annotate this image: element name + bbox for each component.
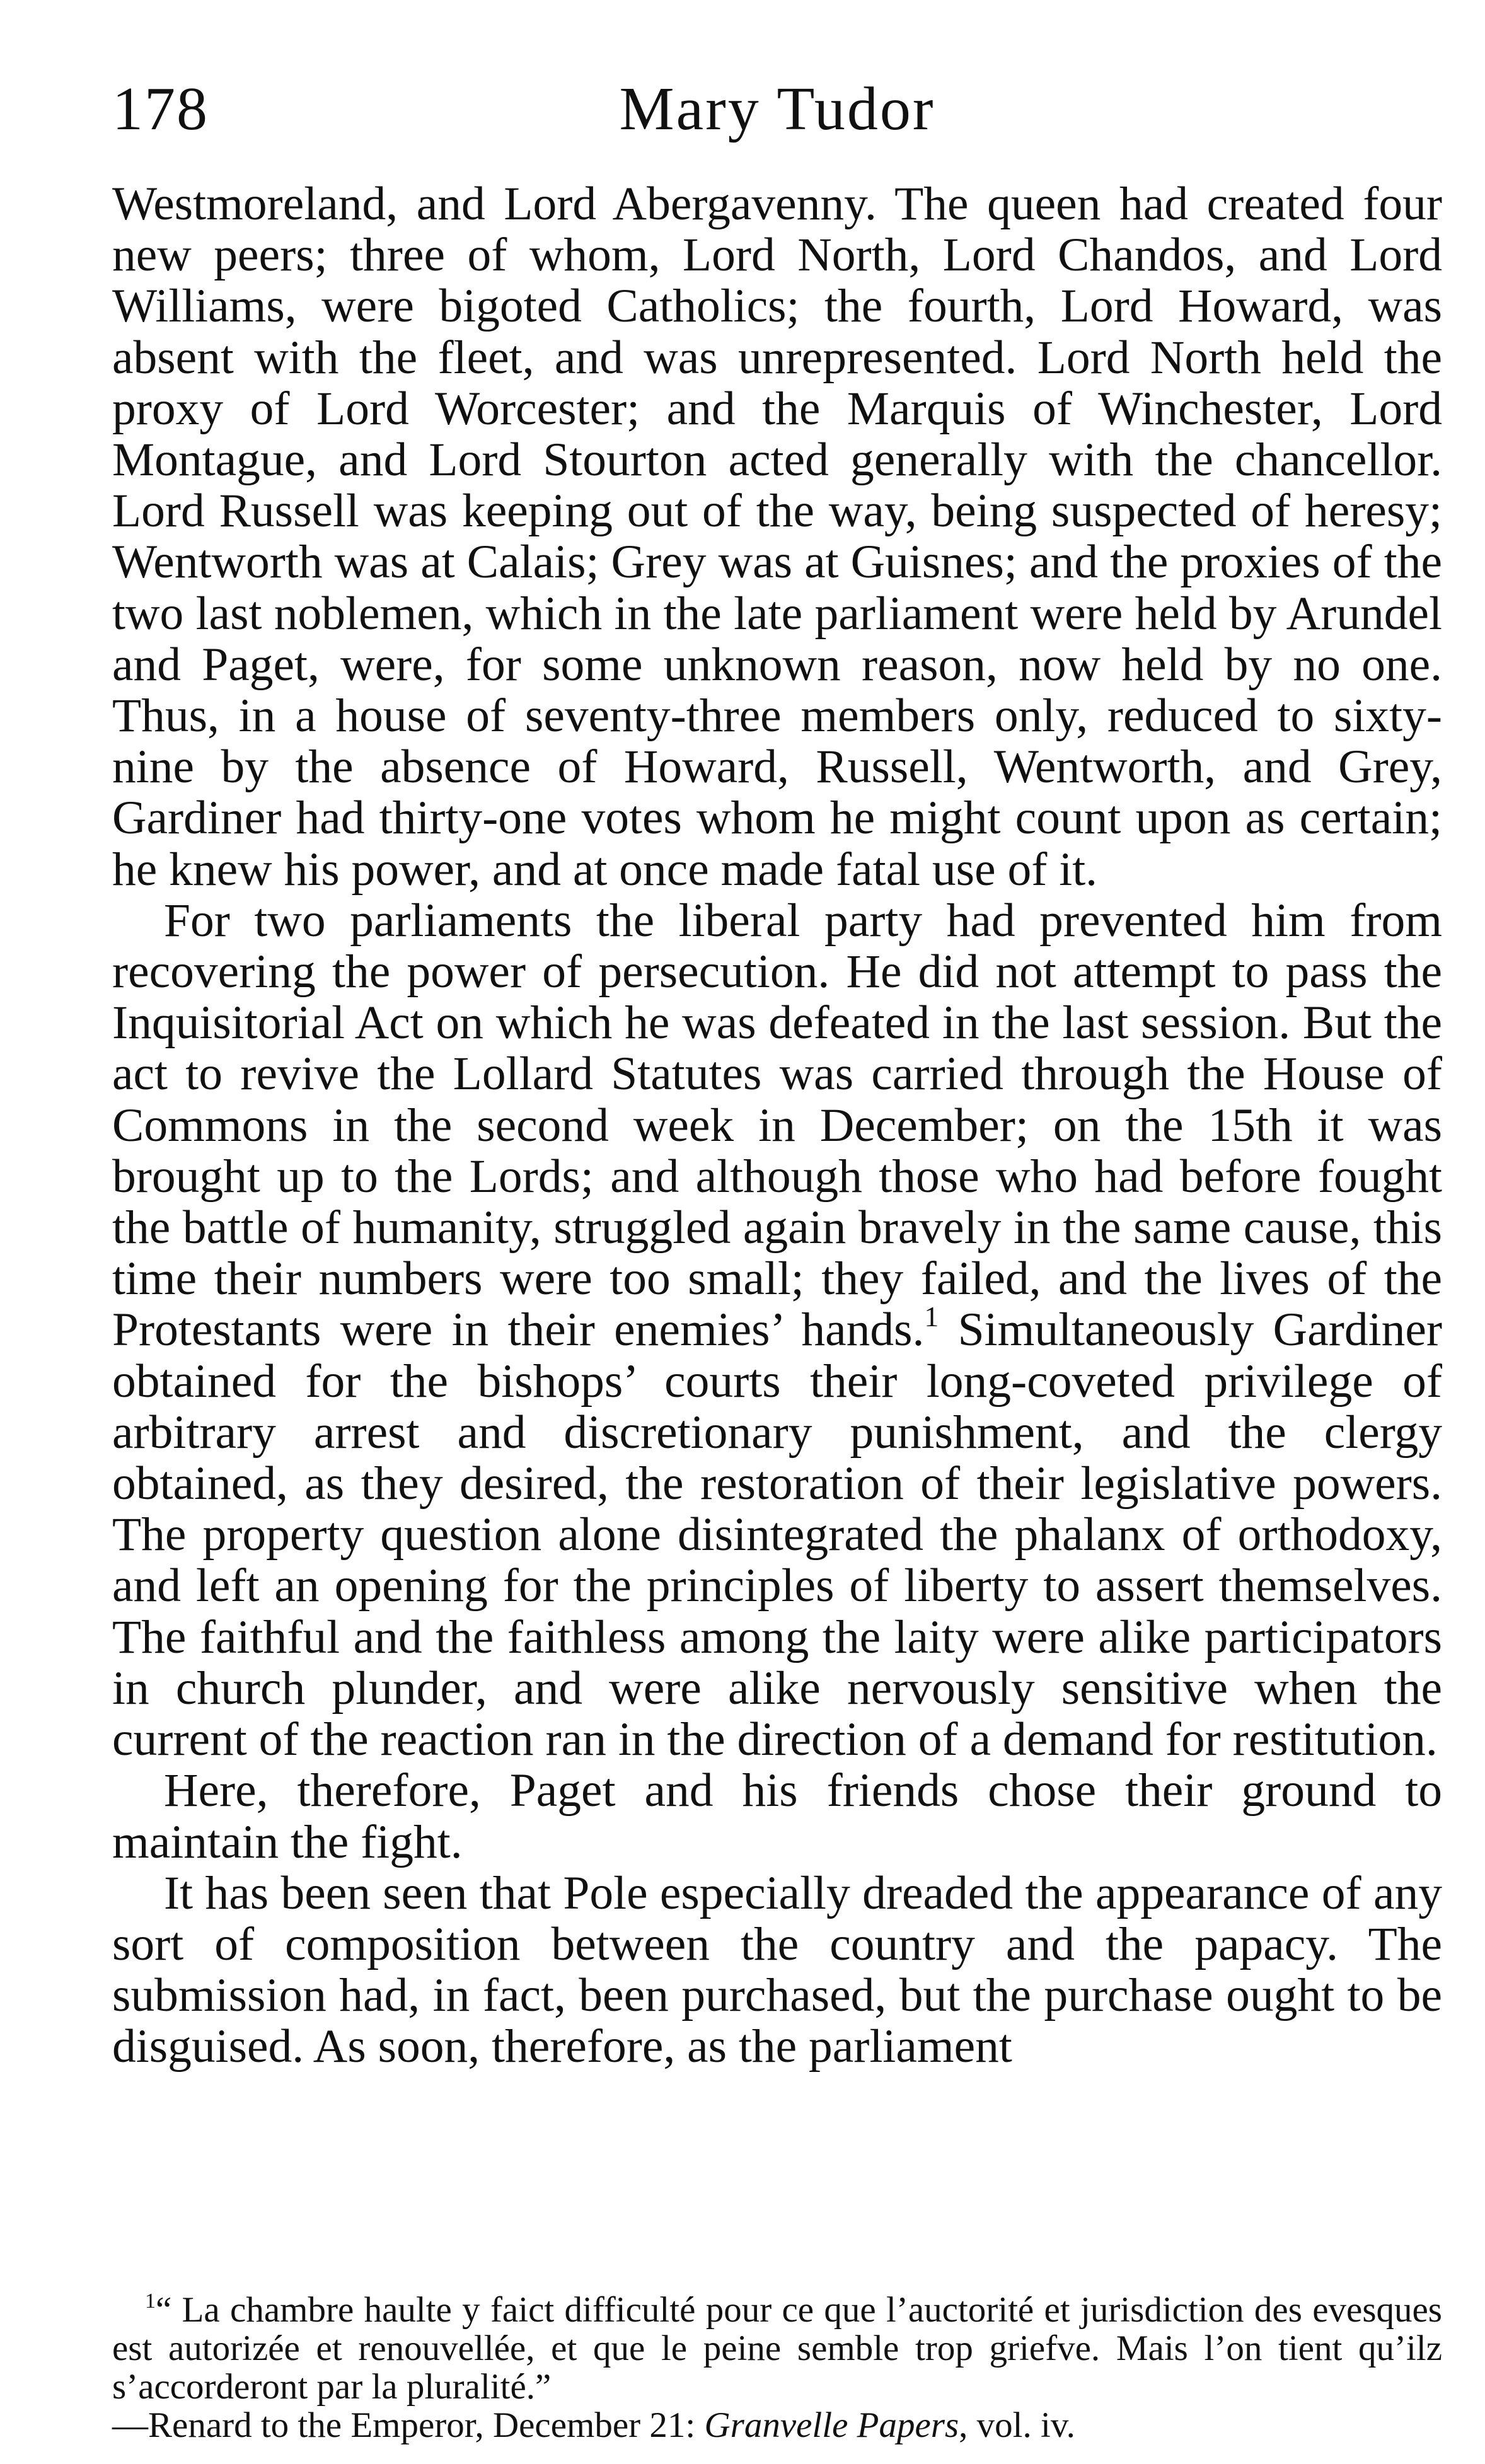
page-header [112,68,1442,150]
paragraph-2-part-2: Simultaneously Gardiner obtained for the bishops’ courts their long-coveted privilege of arbitrary arrest and discretionary punishment, and the clergy obtained, as they desired, the restoration of their legislative powers. The property question alone disintegrated the phalanx of orthodoxy, and left an opening for the principles of liberty to assert themselves. The faithful and the faithless among the laity were alike participators in church plunder, and were alike nervously sensitive when the current of the reaction ran in the direction of a demand for restitution. [112,1304,1442,1766]
main-text [112,178,1442,2073]
paragraph-2 [112,895,1442,1765]
paragraph-3: Here, therefore, Paget and his friends chose their ground to maintain the fight. [112,1764,1442,1868]
footnote-source-volume: , vol. iv. [959,2405,1075,2445]
paragraph-4: It has been seen that Pole especially dreaded the appearance of any sort of composition between the country and the papacy. The submission had, in fact, been purchased, but the purchase ought to be disguised. As soon, therefore, as the parliament [112,1866,1442,2073]
footnote-quote: “ La chambre haulte y faict difficulté pour ce que l’auctorité et jurisdiction des evesques est autorizée et renouvellée, et que le peine semble trop griefve. Mais l’on tient qu’ilz s’accorderont par la pluralité.” [112,2290,1442,2407]
footnote [112,2291,1442,2444]
footnote-marker: 1 [145,2289,156,2313]
footnote-attribution: —Renard to the Emperor, December 21: [112,2405,705,2445]
running-title: Mary Tudor [619,75,935,143]
paragraph-1: Westmoreland, and Lord Abergavenny. The queen had created four new peers; three of whom, Lord North, Lord Chandos, and Lord Williams, were bigoted Catholics; the fourth, Lord Howard, was absent with the fleet, and was unrepresented. Lord North held the proxy of Lord Worcester; and the Marquis of Winchester, Lord Montague, and Lord Stourton acted generally with the chancellor. Lord Russell was keeping out of the way, being suspected of heresy; Wentworth was at Calais; Grey was at Guisnes; and the proxies of the two last noblemen, which in the late parliament were held by Arundel and Paget, were, for some unknown reason, now held by no one. Thus, in a house of seventy-three members only, reduced to sixty-nine by the absence of Howard, Russell, Wentworth, and Grey, Gardiner had thirty-one votes whom he might count upon as certain; he knew his power, and at once made fatal use of it. [112,178,1442,896]
footnote-source-title: Granvelle Papers [704,2405,959,2445]
footnote-reference[interactable]: 1 [924,1300,939,1333]
paragraph-2-part-1: For two parliaments the liberal party had prevented him from recovering the power of persecution. He did not attempt to pass the Inquisitorial Act on which he was defeated in the last session. But the act to revive the Lollard Statutes was carried through the House of Commons in the second week in December; on the 15th it was brought up to the Lords; and although those who had before fought the battle of humanity, struggled again bravely in the same cause, this time their numbers were too small; they failed, and the lives of the Protestants were in their enemies’ hands. [112,894,1442,1356]
footnote-paragraph [112,2291,1442,2444]
page-number: 178 [112,75,209,143]
